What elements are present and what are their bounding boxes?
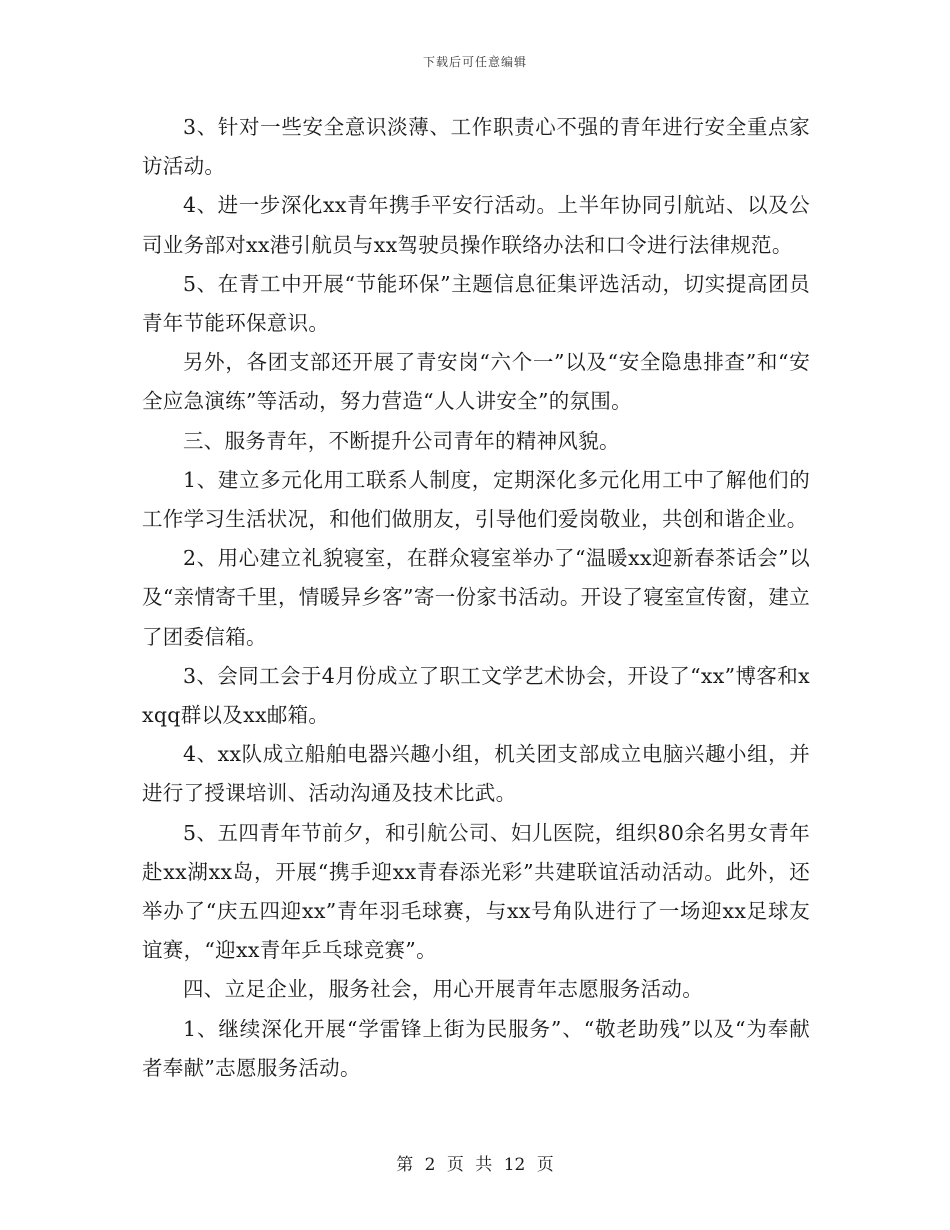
paragraph: 4、进一步深化xx青年携手平安行活动。上半年协同引航站、以及公司业务部对xx港引航员与xx驾驶员操作联络办法和口令进行法律规范。 xyxy=(142,193,810,257)
paragraph: 1、建立多元化用工联系人制度，定期深化多元化用工中了解他们的工作学习生活状况，和他们做朋友，引导他们爱岗敬业，共创和谐企业。 xyxy=(142,467,810,532)
paragraph: 3、针对一些安全意识淡薄、工作职责心不强的青年进行安全重点家访活动。 xyxy=(142,115,810,179)
section-heading: 四、立足企业，服务社会，用心开展青年志愿服务活动。 xyxy=(183,977,703,1002)
paragraph: 2、用心建立礼貌寝室，在群众寝室举办了“温暖xx迎新春茶话会”以及“亲情寄千里，情暖异乡客”寄一份家书活动。开设了寝室宣传窗，建立了团委信箱。 xyxy=(142,546,810,649)
paragraph: 4、xx队成立船舶电器兴趣小组，机关团支部成立电脑兴趣小组，并进行了授课培训、活动沟通及技术比武。 xyxy=(142,742,810,806)
section-heading: 三、服务青年，不断提升公司青年的精神风貌。 xyxy=(183,428,620,453)
page-header: 下载后可任意编辑 xyxy=(422,55,527,69)
paragraph: 另外，各团支部还开展了青安岗“六个一”以及“安全隐患排查”和“安全应急演练”等活动，努力营造“人人讲安全”的氛围。 xyxy=(142,350,810,414)
paragraph: 3、会同工会于4月份成立了职工文学艺术协会，开设了“xx”博客和xxqq群以及xx邮箱。 xyxy=(142,663,810,728)
document-body xyxy=(142,108,810,1088)
paragraph: 5、在青工中开展“节能环保”主题信息征集评选活动，切实提高团员青年节能环保意识。 xyxy=(142,271,810,336)
paragraph: 5、五四青年节前夕，和引航公司、妇儿医院，组织80余名男女青年赴xx湖xx岛，开展“携手迎xx青春添光彩”共建联谊活动活动。此外，还举办了“庆五四迎xx”青年羽毛球赛，与xx号角队进行了一场迎xx足球友谊赛，“迎xx青年乒乓球竞赛”。 xyxy=(142,820,810,963)
paragraph: 1、继续深化开展“学雷锋上街为民服务”、“敬老助残”以及“为奉献者奉献”志愿服务活动。 xyxy=(142,1016,810,1080)
page-number-footer: 第 2 页 共 12 页 xyxy=(396,1155,554,1175)
